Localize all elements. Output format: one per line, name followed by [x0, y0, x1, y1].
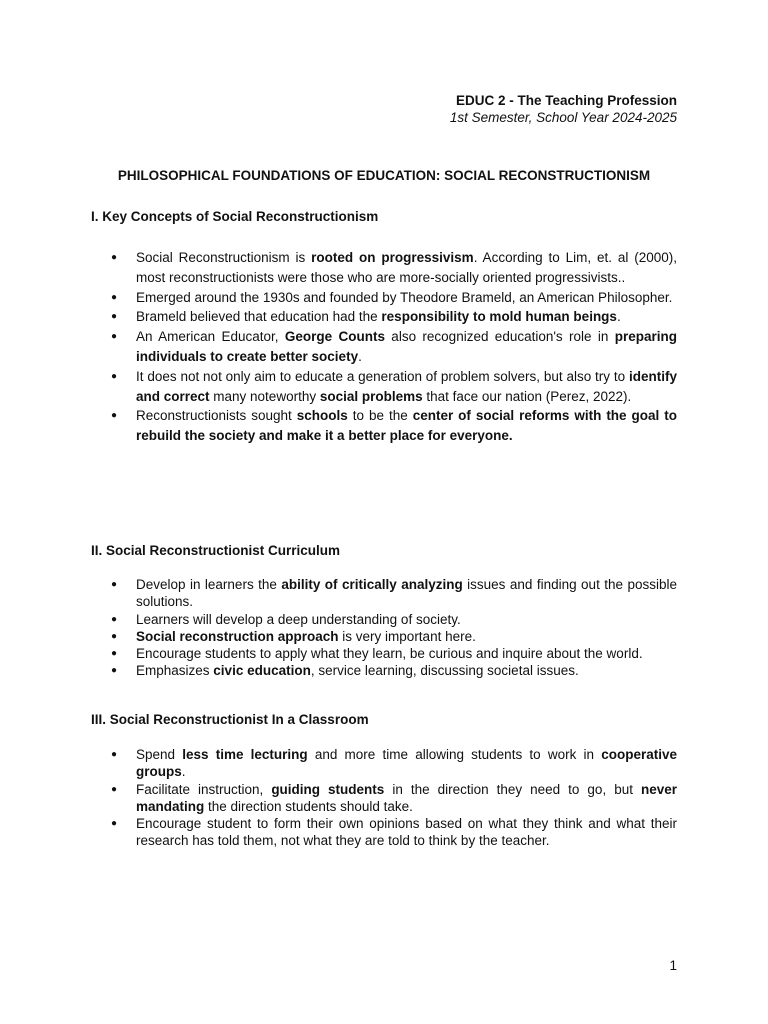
text-run: Brameld believed that education had the	[136, 309, 382, 325]
text-run: An American Educator,	[136, 329, 285, 345]
bold-text: preparing individuals to create better society	[136, 329, 677, 364]
text-run: It does not not only aim to educate a generation of problem solvers, but also try to	[136, 368, 629, 384]
bullet-item	[109, 628, 677, 645]
bold-text: cooperative groups	[136, 747, 677, 780]
section-heading-curriculum: II. Social Reconstructionist Curriculum	[91, 543, 341, 558]
text-run: also recognized education's role in	[384, 329, 615, 345]
bullet-item	[109, 307, 677, 327]
text-run: .	[358, 348, 362, 364]
section-heading-classroom: III. Social Reconstructionist In a Classroom	[91, 712, 369, 727]
text-run: Reconstructionists sought	[136, 408, 297, 424]
text-run: many noteworthy	[209, 388, 320, 404]
bullet-item	[109, 367, 677, 407]
classroom-list	[109, 746, 677, 850]
text-run: Facilitate instruction,	[136, 781, 272, 797]
course-title: EDUC 2 - The Teaching Profession	[455, 93, 677, 108]
bold-text: less time lecturing	[182, 747, 308, 762]
text-run: Encourage student to form their own opinions based on what they think and what their research has told them, not what they are told to think by the teacher.	[136, 816, 677, 849]
semester-info: 1st Semester, School Year 2024-2025	[449, 110, 677, 125]
bold-text: guiding students	[271, 781, 385, 797]
curriculum-list	[109, 576, 677, 680]
bold-text: responsibility to mold human beings	[381, 309, 617, 325]
bullet-item	[109, 746, 677, 781]
text-run: Emphasizes	[136, 663, 214, 679]
text-run: , service learning, discussing societal issues.	[310, 663, 579, 679]
document-header	[450, 92, 677, 126]
text-run: issues and finding out the possible solutions.	[136, 577, 677, 610]
key-concepts-list	[109, 248, 677, 446]
text-run: .	[616, 309, 621, 325]
page-number: 1	[669, 958, 677, 973]
text-run: Emerged around the 1930s and founded by Theodore Brameld, an American Philosopher.	[136, 289, 673, 305]
text-run: in the direction they need to go, but	[384, 781, 641, 797]
bold-text: Social reconstruction approach	[136, 628, 339, 644]
bullet-item	[109, 662, 677, 679]
bullet-item	[109, 781, 677, 816]
bullet-item	[109, 327, 677, 367]
bullet-item	[109, 645, 677, 662]
bold-text: identify and correct	[136, 368, 677, 404]
text-run: that face our nation (Perez, 2022).	[422, 388, 632, 404]
text-run: Social Reconstructionism is	[136, 250, 312, 265]
bullet-item	[109, 288, 677, 308]
bold-text: rooted on progressivism	[311, 250, 474, 265]
text-run: the direction students should take.	[204, 798, 413, 814]
text-run: Learners will develop a deep understanding of society.	[136, 611, 461, 627]
bullet-item	[109, 248, 677, 288]
bullet-item	[109, 815, 677, 850]
text-run: Develop in learners the	[136, 577, 282, 592]
text-run: to be the	[347, 408, 413, 424]
text-run: Encourage students to apply what they learn, be curious and inquire about the world.	[136, 646, 643, 662]
text-run: and more time allowing students to work in	[307, 747, 602, 762]
bold-text: George Counts	[284, 329, 385, 345]
bold-text: center of social reforms with the goal to rebuild the society and make it a better place for everyone.	[136, 408, 677, 444]
bold-text: never mandating	[136, 781, 677, 814]
bullet-item	[109, 576, 677, 611]
bold-text: civic education	[213, 663, 311, 679]
text-run: .	[181, 764, 186, 780]
bullet-item	[109, 406, 677, 446]
bold-text: schools	[296, 408, 348, 424]
bold-text: social problems	[319, 388, 423, 404]
text-run: Spend	[136, 747, 183, 762]
bullet-item	[109, 611, 677, 628]
document-title: PHILOSOPHICAL FOUNDATIONS OF EDUCATION: SOCIAL RECONSTRUCTIONISM	[117, 168, 651, 183]
text-run: . According to Lim, et. al (2000), most reconstructionists were those who are more-socially oriented progressivists..	[136, 250, 677, 285]
section-heading-key-concepts: I. Key Concepts of Social Reconstructionism	[91, 209, 379, 224]
text-run: is very important here.	[338, 628, 476, 644]
bold-text: ability of critically analyzing	[281, 577, 463, 592]
